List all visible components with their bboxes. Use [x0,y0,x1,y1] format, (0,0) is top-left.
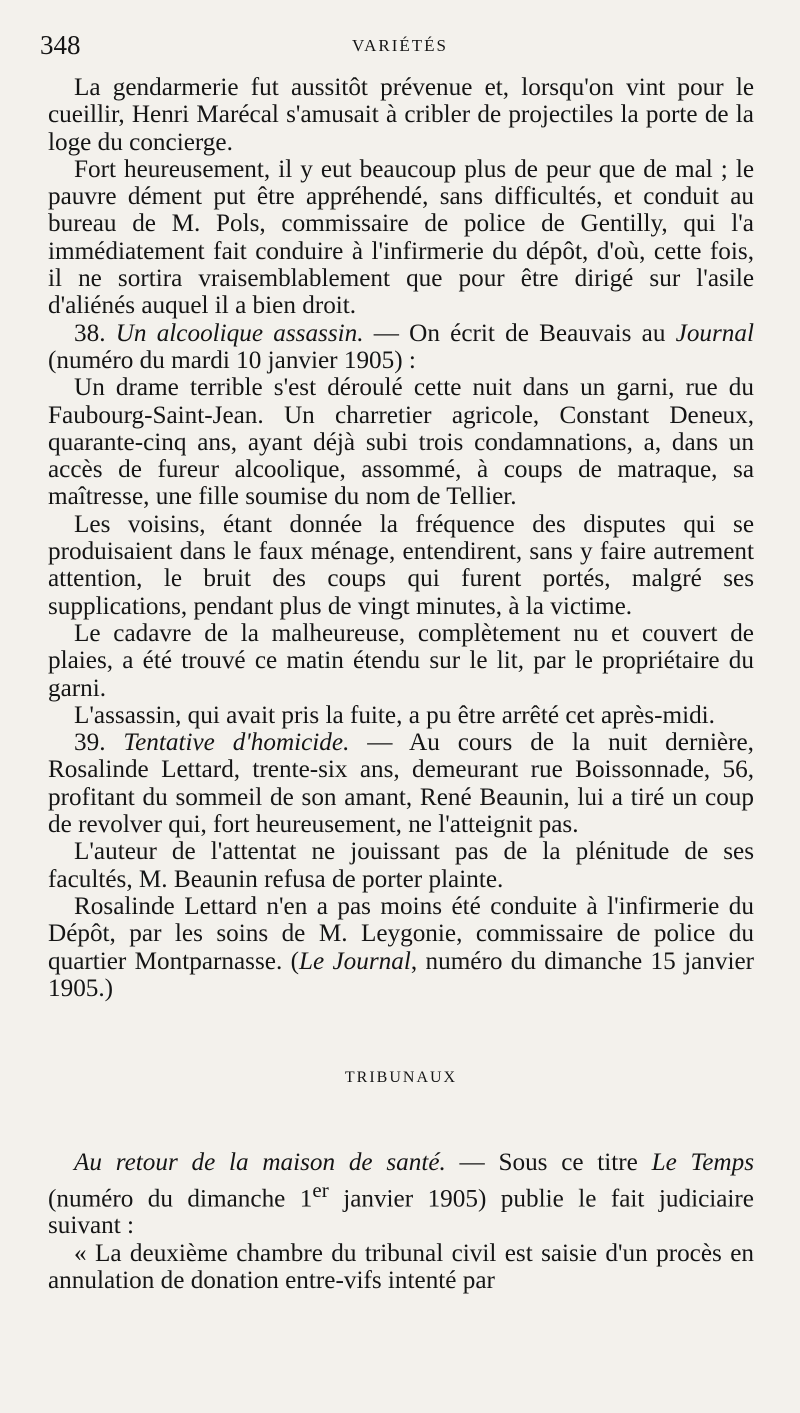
paragraph: L'auteur de l'attentat ne jouissant pas de la plénitude de ses facultés, M. Beaunin refusa de porter plainte. [48,838,754,893]
item-39: 39. Tentative d'homicide. — Au cours de la nuit dernière, Rosalinde Lettard, trente-six ans, demeurant rue Boissonnade, 56, profitant du sommeil de son amant, René Beaunin, lui a tiré un coup de revolver qui, fort heureusement, ne l'atteignit pas. [48,729,754,839]
quote-paragraph: « La deuxième chambre du tribunal civil est saisie d'un procès en annulation de donation entre-vifs intenté par [48,1239,754,1294]
section-title: TRIBUNAUX [344,1069,458,1087]
page-number: 348 [40,30,81,60]
paragraph: Les voisins, étant donnée la fréquence des disputes qui se produisaient dans le faux ménage, entendirent, sans y faire autrement attention, le bruit des coups qui furent portés, malgré ses supplications, pendant plus de vingt minutes, à la victime. [48,510,754,620]
tribunaux-intro: Au retour de la maison de santé. — Sous ce titre Le Temps (numéro du dimanche 1er janvier 1905) publie le fait judiciaire suivant : [48,1149,754,1240]
source-name: Le Temps [651,1149,754,1177]
item-number: 38. [74,319,106,347]
paragraph: Rosalinde Lettard n'en a pas moins été conduite à l'infirmerie du Dépôt, par les soins de M. Leygonie, commissaire de police du quartier Montparnasse. (Le Journal, numéro du dimanche 15 janvier 1905.) [48,892,755,1002]
source-name: Journal [675,319,754,347]
item-title: Tentative d'homicide. [123,729,350,757]
body-text [48,74,754,1294]
page-header [40,30,760,66]
paragraph: La gendarmerie fut aussitôt prévenue et, lorsqu'on vint pour le cueillir, Henri Marécal s'amusait à cribler de projectiles la porte de la loge du concierge. [48,74,754,156]
item-title: Au retour de la maison de santé. [74,1149,446,1177]
source-name: Le Journal [298,947,411,975]
item-title: Un alcoolique assassin. [115,319,364,347]
paragraph: Fort heureusement, il y eut beaucoup plus de peur que de mal ; le pauvre dément put être appréhendé, sans difficultés, et conduit au bureau de M. Pols, commissaire de police de Gentilly, qui l'a immédiatement fait conduire à l'infirmerie du dépôt, d'où, cette fois, il ne sortira vraisemblablement que pour être dirigé sur l'asile d'aliénés auquel il a bien droit. [48,155,754,320]
paragraph: L'assassin, qui avait pris la fuite, a pu être arrêté cet après-midi. [74,701,715,729]
paragraph: Un drame terrible s'est déroulé cette nuit dans un garni, rue du Faubourg-Saint-Jean. Un charretier agricole, Constant Deneux, quarante-cinq ans, ayant déjà subi trois condamnations, a, dans un accès de fureur alcoolique, assommé, à coups de matraque, sa maîtresse, une fille soumise du nom de Tellier. [48,374,754,511]
item-38: 38. Un alcoolique assassin. — On écrit de Beauvais au Journal (numéro du mardi 10 janvier 1905) : [48,319,754,374]
paragraph: Le cadavre de la malheureuse, complètement nu et couvert de plaies, a été trouvé ce matin étendu sur le lit, par le propriétaire du garni. [48,619,754,702]
item-number: 39. [74,729,106,757]
running-title: VARIÉTÉS [352,36,448,55]
